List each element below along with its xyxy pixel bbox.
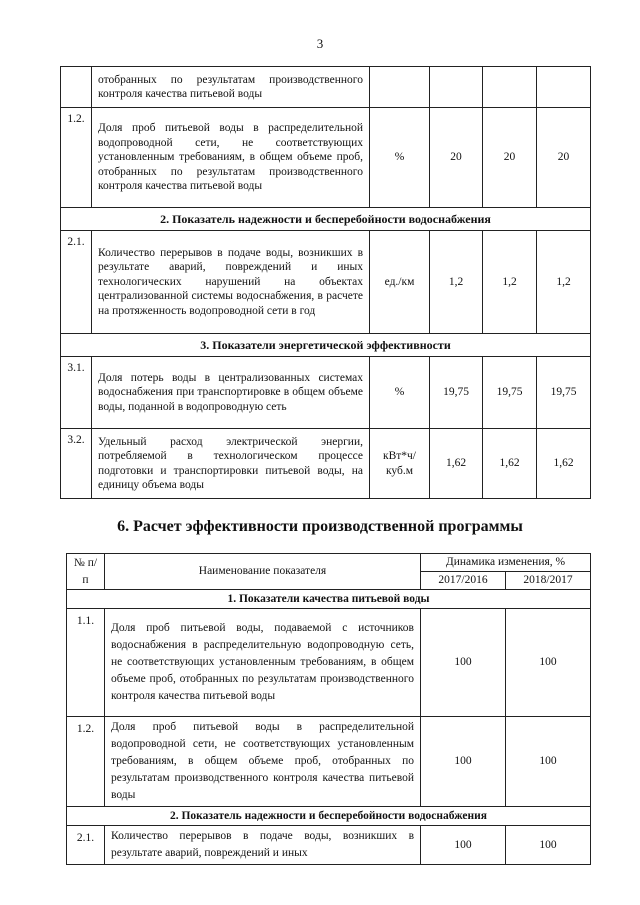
section-title: 2. Показатель надежности и бесперебойности водоснабжения <box>61 208 591 231</box>
section-row <box>67 590 591 609</box>
value-cell: 1,62 <box>483 429 537 499</box>
table-row <box>67 717 591 807</box>
efficiency-table <box>66 553 591 865</box>
section-title: 3. Показатели энергетической эффективности <box>61 334 591 357</box>
section-row <box>61 334 591 357</box>
table-row <box>61 429 591 499</box>
value-cell: 19,75 <box>430 357 483 429</box>
col-name-header: Наименование показателя <box>105 554 421 590</box>
table-row <box>61 108 591 208</box>
unit-cell: кВт*ч/ куб.м <box>370 429 430 499</box>
section-title: 2. Показатель надежности и бесперебойности водоснабжения <box>67 807 591 826</box>
table-row <box>61 231 591 334</box>
indicator-text: отобранных по результатам производственного контроля качества питьевой воды <box>92 67 370 108</box>
value-cell: 20 <box>483 108 537 208</box>
indicator-text: Количество перерывов в подаче воды, возникших в результате аварий, повреждений и иных технологических нарушений на объектах централизованной системы водоснабжения, в расчете на протяженность водопроводной сети в год <box>92 231 370 334</box>
unit-cell: % <box>370 108 430 208</box>
indicators-table <box>60 66 591 499</box>
row-number: 1.2. <box>61 108 92 208</box>
value-cell: 19,75 <box>537 357 591 429</box>
section-title: 1. Показатели качества питьевой воды <box>67 590 591 609</box>
row-number: 1.2. <box>67 717 105 807</box>
value-cell: 1,2 <box>483 231 537 334</box>
value-cell: 100 <box>506 826 591 865</box>
col-dynamics-header: Динамика изменения, % <box>421 554 591 572</box>
section-row <box>67 807 591 826</box>
row-number: 2.1. <box>67 826 105 865</box>
value-cell: 20 <box>537 108 591 208</box>
row-number <box>61 67 92 108</box>
value-cell: 100 <box>421 826 506 865</box>
section-row <box>61 208 591 231</box>
row-number: 3.1. <box>61 357 92 429</box>
value-cell: 19,75 <box>483 357 537 429</box>
table-row <box>67 826 591 865</box>
indicator-text: Количество перерывов в подаче воды, возникших в результате аварий, повреждений и иных <box>105 826 421 865</box>
row-number: 2.1. <box>61 231 92 334</box>
table-row <box>61 357 591 429</box>
table-row <box>61 67 591 108</box>
indicator-text: Доля проб питьевой воды в распределительной водопроводной сети, не соответствующих установленным требованиям, в общем объеме проб, отобранных по результатам производственного контроля качества питьевой воды <box>92 108 370 208</box>
value-cell: 1,62 <box>537 429 591 499</box>
indicator-text: Удельный расход электрической энергии, потребляемой в технологическом процессе подготовки и транспортировки питьевой воды, на единицу объема воды <box>92 429 370 499</box>
section-heading: 6. Расчет эффективности производственной программы <box>117 518 523 535</box>
value-cell: 100 <box>421 717 506 807</box>
header-row <box>67 554 591 572</box>
indicator-text: Доля проб питьевой воды в распределительной водопроводной сети, не соответствующих установленным требованиям, в общем объеме проб, отобранных по результатам производственного контроля качества питьевой воды <box>105 717 421 807</box>
row-number: 3.2. <box>61 429 92 499</box>
unit-cell: ед./км <box>370 231 430 334</box>
value-cell: 1,2 <box>537 231 591 334</box>
indicator-text: Доля проб питьевой воды, подаваемой с источников водоснабжения в распределительную водопроводную сеть, не соответствующих установленным требованиям, в общем объеме проб, отобранных по результатам производственного контроля качества питьевой воды <box>105 609 421 717</box>
value-cell: 1,62 <box>430 429 483 499</box>
col-year1-header: 2017/2016 <box>421 572 506 590</box>
value-cell: 100 <box>421 609 506 717</box>
col-num-header: № п/п <box>67 554 105 590</box>
table-row <box>67 609 591 717</box>
value-cell: 100 <box>506 609 591 717</box>
page-number: 3 <box>316 36 324 51</box>
indicator-text: Доля потерь воды в централизованных системах водоснабжения при транспортировке в общем объеме воды, поданной в водопроводную сеть <box>92 357 370 429</box>
value-cell: 100 <box>506 717 591 807</box>
row-number: 1.1. <box>67 609 105 717</box>
value-cell: 1,2 <box>430 231 483 334</box>
value-cell: 20 <box>430 108 483 208</box>
unit-cell: % <box>370 357 430 429</box>
col-year2-header: 2018/2017 <box>506 572 591 590</box>
